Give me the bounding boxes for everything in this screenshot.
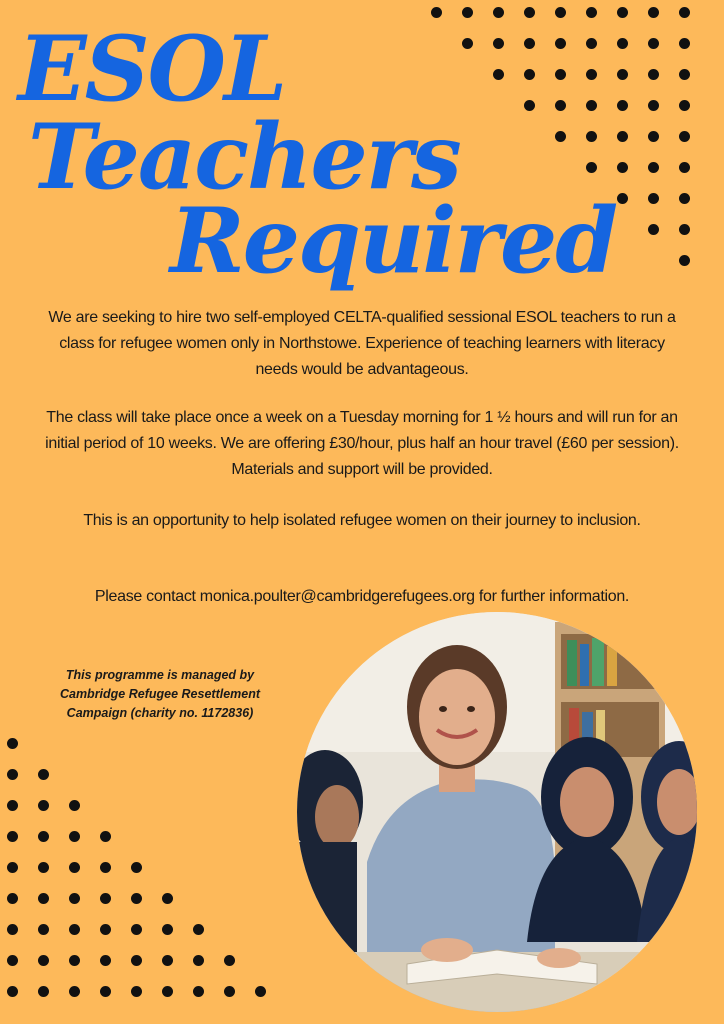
decorative-dot — [586, 131, 597, 142]
decorative-dot — [679, 255, 690, 266]
teacher-with-students-photo — [297, 612, 697, 1012]
contact-paragraph: Please contact monica.poulter@cambridgerefugees.org for further information. — [94, 588, 630, 605]
decorative-dot — [493, 7, 504, 18]
decorative-dot — [69, 986, 80, 997]
decorative-dot — [38, 769, 49, 780]
decorative-dot — [131, 924, 142, 935]
decorative-dot — [69, 893, 80, 904]
decorative-dot — [100, 986, 111, 997]
decorative-dot — [38, 924, 49, 935]
decorative-dot — [7, 831, 18, 842]
decorative-dot — [193, 924, 204, 935]
decorative-dot — [162, 955, 173, 966]
decorative-dot — [38, 893, 49, 904]
decorative-dot — [679, 162, 690, 173]
purpose-paragraph: This is an opportunity to help isolated refugee women on their journey to inclusion. — [83, 512, 641, 529]
decorative-dot — [100, 893, 111, 904]
decorative-dot — [493, 69, 504, 80]
decorative-dot — [193, 986, 204, 997]
decorative-dot — [617, 69, 628, 80]
decorative-dot — [100, 862, 111, 873]
decorative-dot — [679, 7, 690, 18]
decorative-dot — [224, 986, 235, 997]
decorative-dot — [7, 738, 18, 749]
title-line-teachers: Teachers — [28, 104, 460, 210]
decorative-dot — [524, 69, 535, 80]
decorative-dot — [162, 924, 173, 935]
decorative-dot — [131, 955, 142, 966]
decorative-dot — [617, 7, 628, 18]
decorative-dot — [38, 831, 49, 842]
schedule-paragraph: The class will take place once a week on a Tuesday morning for 1 ½ hours and will run for an initial period of 10 weeks. We are offering £30/hour, plus half an hour travel (£60 per session). Materials and support will be provided. — [45, 409, 679, 478]
decorative-dot — [38, 986, 49, 997]
decorative-dot — [648, 131, 659, 142]
decorative-dot — [431, 7, 442, 18]
decorative-dot — [69, 831, 80, 842]
decorative-dot — [193, 955, 204, 966]
decorative-dot — [131, 986, 142, 997]
decorative-dot — [524, 38, 535, 49]
decorative-dot — [162, 986, 173, 997]
decorative-dot — [69, 924, 80, 935]
decorative-dot — [555, 69, 566, 80]
decorative-dot — [462, 7, 473, 18]
title-line-required: Required — [170, 188, 617, 294]
decorative-dot — [648, 69, 659, 80]
decorative-dot — [7, 862, 18, 873]
decorative-dot — [679, 193, 690, 204]
decorative-dot — [524, 100, 535, 111]
decorative-dot — [7, 924, 18, 935]
decorative-dot — [555, 100, 566, 111]
decorative-dot — [38, 862, 49, 873]
decorative-dot — [100, 831, 111, 842]
decorative-dot — [679, 69, 690, 80]
decorative-dot — [38, 800, 49, 811]
decorative-dot — [100, 924, 111, 935]
decorative-dot — [586, 100, 597, 111]
decorative-dot — [679, 100, 690, 111]
decorative-dot — [7, 769, 18, 780]
decorative-dot — [648, 38, 659, 49]
decorative-dot — [69, 862, 80, 873]
decorative-dot — [462, 38, 473, 49]
decorative-dot — [648, 100, 659, 111]
decorative-dot — [131, 893, 142, 904]
decorative-dot — [648, 224, 659, 235]
decorative-dot — [555, 38, 566, 49]
decorative-dot — [493, 38, 504, 49]
classroom-illustration — [297, 612, 697, 1012]
decorative-dot — [69, 955, 80, 966]
decorative-dot — [255, 986, 266, 997]
decorative-dot — [617, 100, 628, 111]
decorative-dot — [679, 131, 690, 142]
decorative-dot — [586, 7, 597, 18]
decorative-dot — [586, 38, 597, 49]
decorative-dot — [224, 955, 235, 966]
decorative-dot — [586, 69, 597, 80]
decorative-dot — [617, 131, 628, 142]
decorative-dot — [555, 7, 566, 18]
decorative-dot — [524, 7, 535, 18]
decorative-dot — [617, 193, 628, 204]
charity-credit: This programme is managed by Cambridge Refugee Resettlement Campaign (charity no. 1172836) — [59, 668, 261, 720]
decorative-dot — [131, 862, 142, 873]
decorative-dot — [100, 955, 111, 966]
decorative-dot — [648, 7, 659, 18]
decorative-dot — [38, 955, 49, 966]
decorative-dot — [586, 162, 597, 173]
intro-paragraph: We are seeking to hire two self-employed CELTA-qualified sessional ESOL teachers to run a class for refugee women only in Northstowe. Experience of teaching learners with literacy needs would be advantageous. — [48, 309, 676, 378]
decorative-dot — [679, 38, 690, 49]
decorative-dot — [7, 986, 18, 997]
title-line-esol: ESOL — [18, 16, 286, 122]
decorative-dot — [7, 893, 18, 904]
decorative-dot — [69, 800, 80, 811]
decorative-dot — [648, 193, 659, 204]
decorative-dot — [7, 800, 18, 811]
decorative-dot — [617, 162, 628, 173]
decorative-dot — [162, 893, 173, 904]
decorative-dot — [679, 224, 690, 235]
decorative-dot — [617, 38, 628, 49]
decorative-dot — [648, 162, 659, 173]
decorative-dot — [555, 131, 566, 142]
decorative-dot — [7, 955, 18, 966]
